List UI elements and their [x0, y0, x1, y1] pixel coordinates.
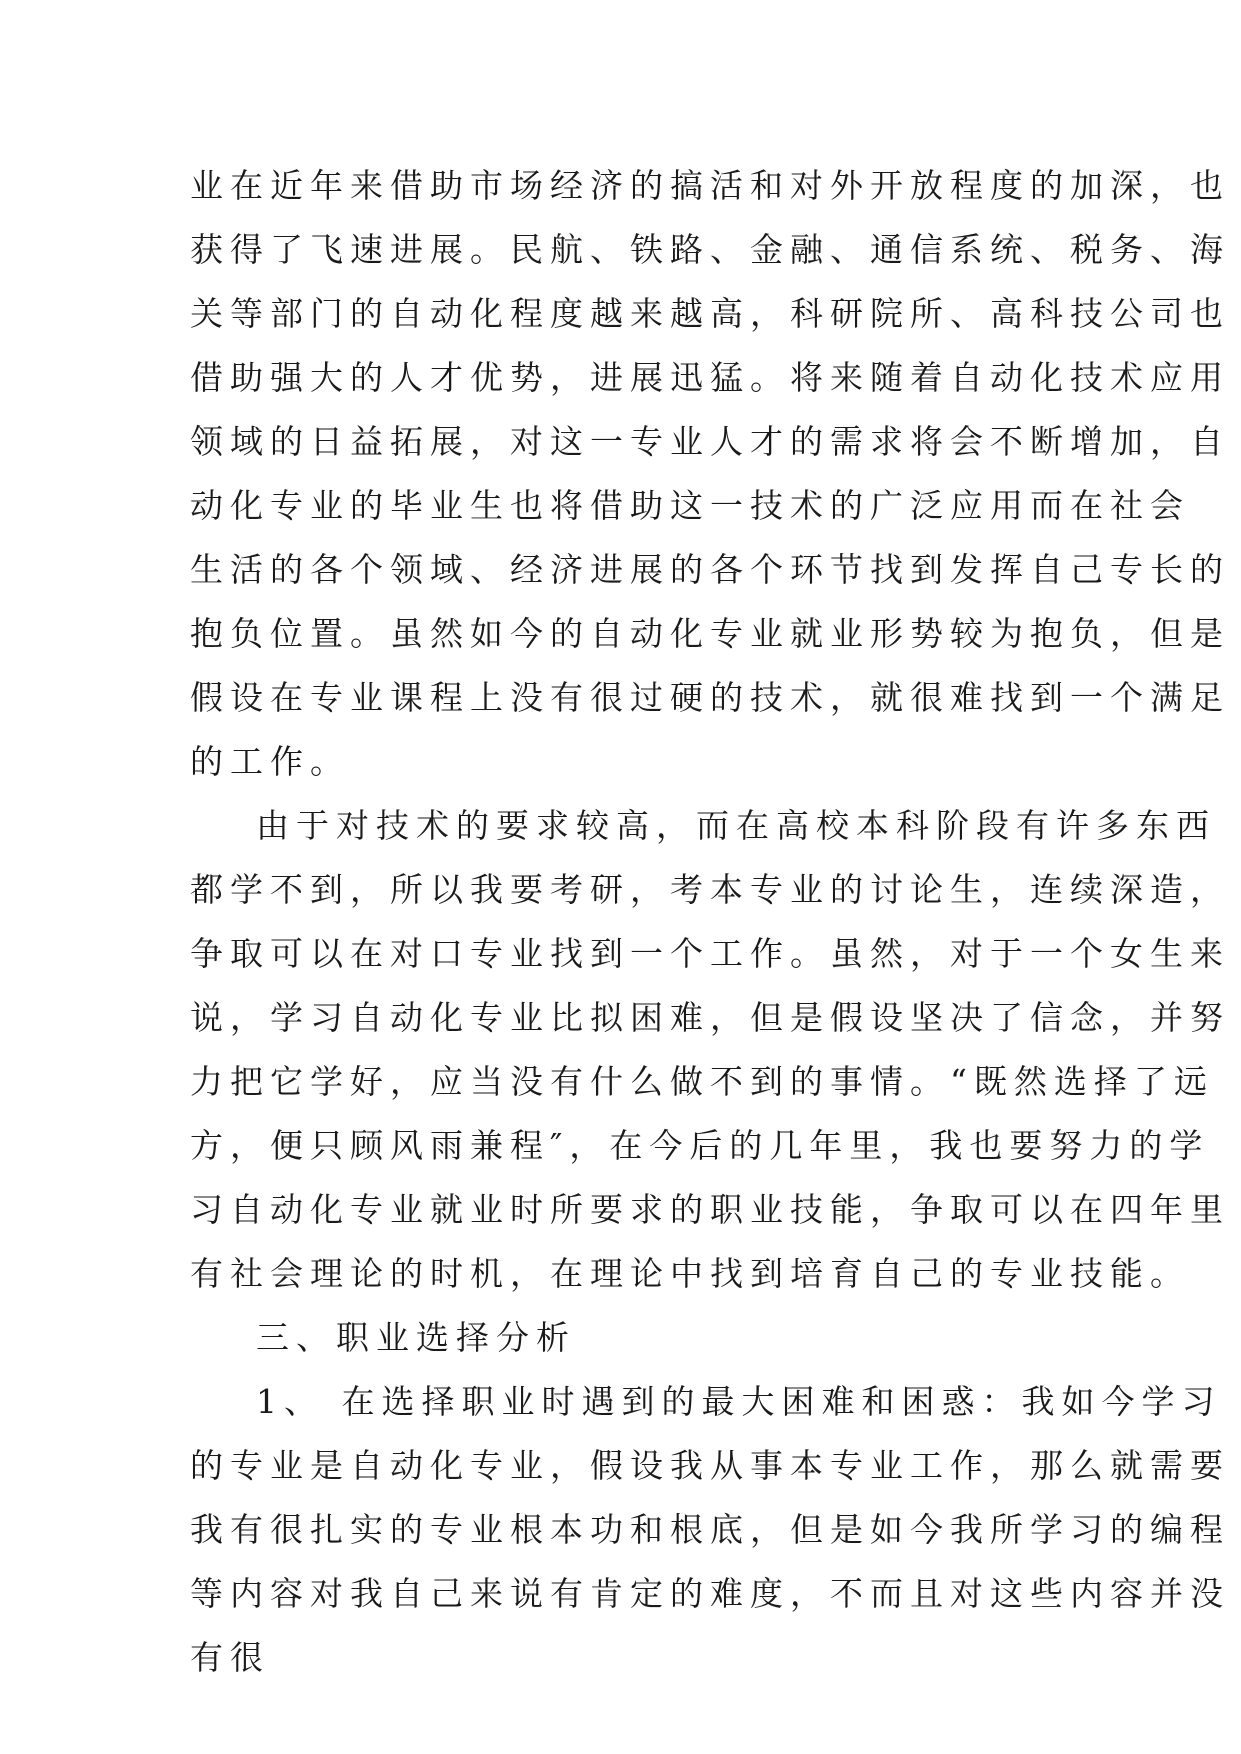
text-line: 获得了飞速进展。民航、铁路、金融、通信系统、税务、海	[190, 230, 1230, 269]
text-line: 都学不到，所以我要考研，考本专业的讨论生，连续深造，	[190, 870, 1230, 909]
text-line: 假设在专业课程上没有很过硬的技术，就很难找到一个满足	[190, 678, 1230, 717]
body-text	[190, 154, 1230, 1690]
text-line: 有社会理论的时机，在理论中找到培育自己的专业技能。	[190, 1254, 1190, 1293]
text-line: 等内容对我自己来说有肯定的难度，不而且对这些内容并没	[190, 1574, 1230, 1613]
text-line: 借助强大的人才优势，进展迅猛。将来随着自动化技术应用	[190, 358, 1230, 397]
paragraph-start-line: 由于对技术的要求较高，而在高校本科阶段有许多东西	[256, 806, 1216, 845]
text-line: 争取可以在对口专业找到一个工作。虽然，对于一个女生来	[190, 934, 1230, 973]
text-line: 有很	[190, 1638, 270, 1677]
text-line: 抱负位置。虽然如今的自动化专业就业形势较为抱负，但是	[190, 614, 1230, 653]
text-line: 领域的日益拓展，对这一专业人才的需求将会不断增加，自	[190, 422, 1230, 461]
text-line: 的工作。	[190, 742, 350, 781]
text-line: 我有很扎实的专业根本功和根底，但是如今我所学习的编程	[190, 1510, 1230, 1549]
text-line: 习自动化专业就业时所要求的职业技能，争取可以在四年里	[190, 1190, 1230, 1229]
text-line: 业在近年来借助市场经济的搞活和对外开放程度的加深，也	[190, 166, 1230, 205]
text-line: 生活的各个领域、经济进展的各个环节找到发挥自己专长的	[190, 550, 1230, 589]
text-line: 关等部门的自动化程度越来越高，科研院所、高科技公司也	[190, 294, 1230, 333]
text-line: 的专业是自动化专业，假设我从事本专业工作，那么就需要	[190, 1446, 1230, 1485]
text-line: 说，学习自动化专业比拟困难，但是假设坚决了信念，并努	[190, 998, 1230, 1037]
section-heading: 三、职业选择分析	[256, 1318, 576, 1357]
text-line: 动化专业的毕业生也将借助这一技术的广泛应用而在社会	[190, 486, 1190, 525]
text-line: 力把它学好，应当没有什么做不到的事情。“既然选择了远	[190, 1062, 1214, 1101]
paragraph-start-line: 1、 在选择职业时遇到的最大困难和困惑：我如今学习	[256, 1382, 1222, 1421]
text-line: 方，便只顾风雨兼程″，在今后的几年里，我也要努力的学	[190, 1126, 1210, 1165]
